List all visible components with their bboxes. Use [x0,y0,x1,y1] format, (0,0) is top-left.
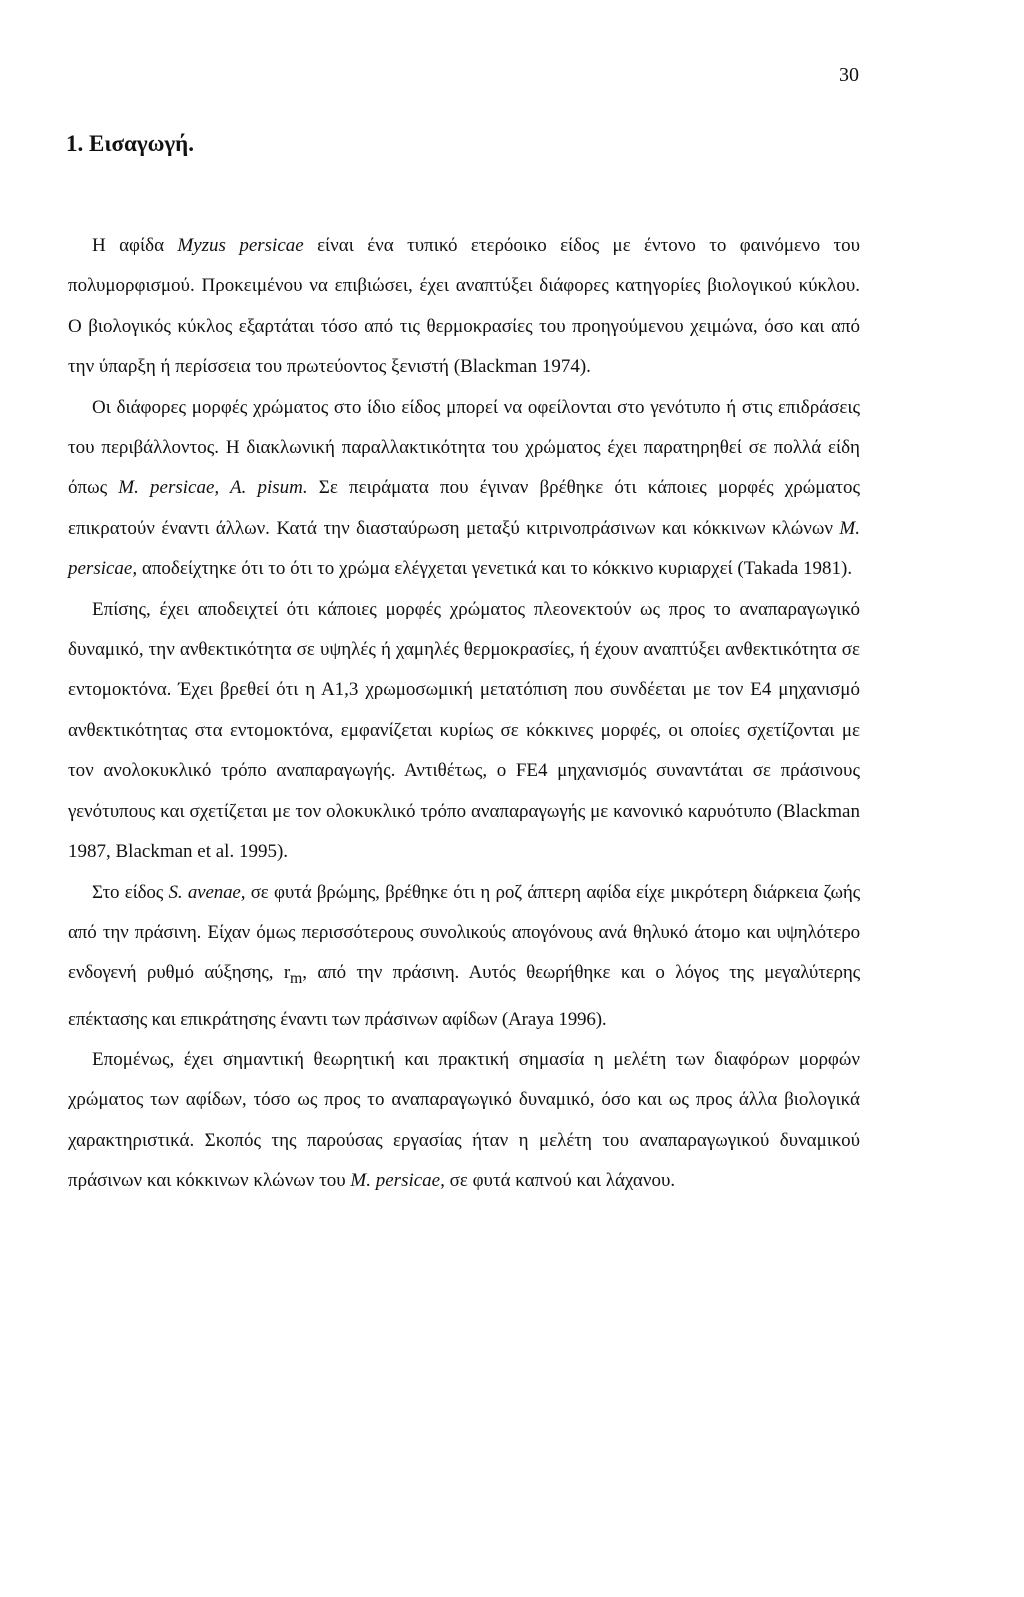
text-run: σε φυτά βρώμης, βρέθηκε ότι η ροζ άπτερη αφίδα είχε μικρότερη διάρκεια ζωής από την πράσινη. Είχαν όμως περισσότερους συνολικούς απογόνους ανά θηλυκό άτομο και υψηλότερο ενδογενή ρυθμό αύξησης, r [68,881,860,984]
page-number: 30 [839,64,859,86]
text-run: Επίσης, έχει αποδειχτεί ότι κάποιες μορφές χρώματος πλεονεκτούν ως προς το αναπαραγωγικό δυναμικό, την ανθεκτικότητα σε υψηλές ή χαμηλές θερμοκρασίες, ή έχουν αναπτύξει ανθεκτικότητα σε εντομοκτόνα. Έχει βρεθεί ότι η Α1,3 χρωμοσωμική μετατόπιση που συνδέεται με τον Ε4 μηχανισμό ανθεκτικότητας στα εντομοκτόνα, εμφανίζεται κυρίως σε κόκκινες μορφές, οι οποίες σχετίζονται με τον ανολοκυκλικό τρόπο αναπαραγωγής. Αντιθέτως, ο FE4 μηχανισμός συναντάται σε πράσινους γενότυπους και σχετίζεται με τον ολοκυκλικό τρόπο αναπαραγωγής με κανονικό καρυότυπο (Blackman 1987, Blackman et al. 1995). [68,598,860,863]
paragraph-1 [68,226,860,388]
body-text [68,226,860,1202]
section-heading: 1. Εισαγωγή. [66,131,194,156]
species-name: M. persicae, A. pisum. [118,477,308,499]
species-name: M. persicae, [350,1170,445,1192]
text-run: Οι διάφορες μορφές χρώματος στο ίδιο είδος μπορεί να οφείλονται στο γενότυπο ή στις επιδράσεις του περιβάλλοντος. Η διακλωνική παραλλακτικότητα του χρώματος έχει παρατηρηθεί σε πολλά είδη όπως [68,396,860,499]
text-run: Επομένως, έχει σημαντική θεωρητική και πρακτική σημασία η μελέτη των διαφόρων μορφών χρώματος των αφίδων, τόσο ως προς το αναπαραγωγικό δυναμικό, όσο και ως προς άλλα βιολογικά χαρακτηριστικά. Σκοπός της παρούσας εργασίας ήταν η μελέτη του αναπαραγωγικού δυναμικού πράσινων και κόκκινων κλώνων του [68,1048,860,1192]
text-run: , από την πράσινη. Αυτός θεωρήθηκε και ο λόγος της μεγαλύτερης επέκτασης και επικράτησης έναντι των πράσινων αφίδων (Araya 1996). [68,962,860,1030]
paragraph-3 [68,590,860,873]
text-run: Στο είδος [92,881,169,903]
paragraph-2 [68,388,860,590]
species-name: Myzus persicae [177,235,304,256]
paragraph-5 [68,1040,860,1202]
subscript: m [290,970,303,988]
species-name: S. avenae, [168,881,246,903]
text-run: αποδείχτηκε ότι το ότι το χρώμα ελέγχεται γενετικά και το κόκκινο κυριαρχεί (Takada 1981). [137,558,853,580]
paragraph-4 [68,873,860,1040]
text-run: Η αφίδα [92,235,178,256]
text-run: Σε πειράματα που έγιναν βρέθηκε ότι κάποιες μορφές χρώματος επικρατούν έναντι άλλων. Κατά την διασταύρωση μεταξύ κιτρινοπράσινων και κόκκινων κλώνων [68,477,861,539]
species-name: M. persicae, [68,517,860,580]
text-run: σε φυτά καπνού και λάχανου. [444,1170,676,1192]
text-run: είναι ένα τυπικό ετερόοικο είδος με έντονο το φαινόμενο του πολυμορφισμού. Προκειμένου να επιβιώσει, έχει αναπτύξει διάφορες κατηγορίες βιολογικού κύκλου. Ο βιολογικός κύκλος εξαρτάται τόσο από τις θερμοκρασίες του προηγούμενου χειμώνα, όσο και από την ύπαρξη ή περίσσεια του πρωτεύοντος ξενιστή (Blackman 1974). [68,235,860,378]
